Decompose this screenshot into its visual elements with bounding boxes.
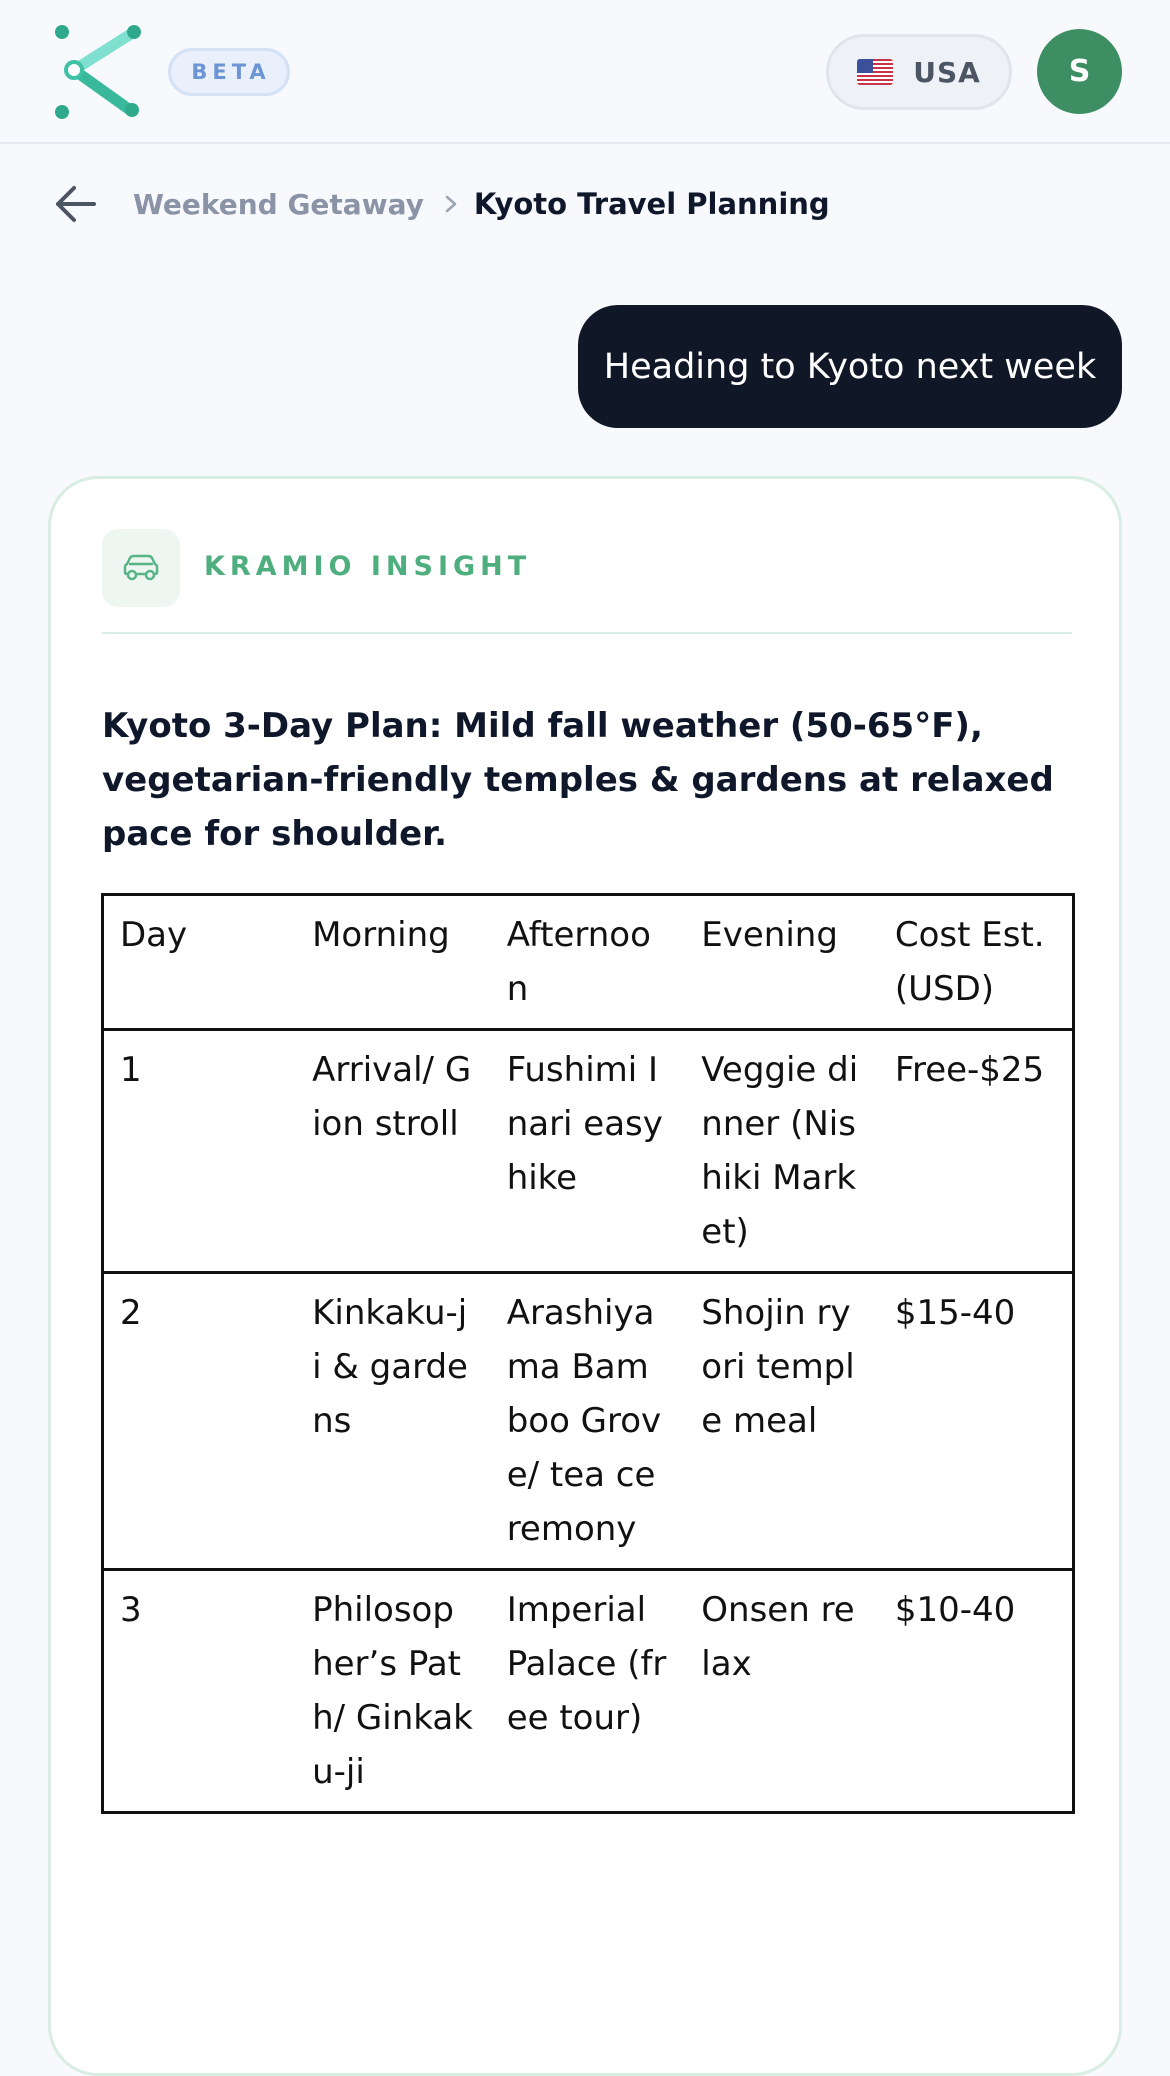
app-header (0, 0, 1170, 144)
table-cell: $15-40 (894, 1293, 1016, 1333)
column-header-afternoon: Afternoon (506, 915, 651, 1009)
table-cell: Arrival/ Gion stroll (312, 1050, 472, 1144)
breadcrumb (133, 184, 830, 224)
table-cell: 3 (120, 1590, 142, 1630)
country-selector[interactable] (826, 34, 1012, 110)
table-cell: Arashiyama Bamboo Grove/ tea ceremony (506, 1293, 662, 1549)
user-message-bubble: Heading to Kyoto next week (578, 305, 1122, 428)
breadcrumb-parent-link[interactable]: Weekend Getaway (133, 187, 424, 221)
insight-card (48, 476, 1122, 2076)
breadcrumb-current: Kyoto Travel Planning (473, 187, 830, 221)
table-cell: Free-$25 (894, 1050, 1045, 1090)
table-cell: 2 (120, 1293, 142, 1333)
table-row (103, 1273, 1074, 1570)
column-header-day: Day (120, 915, 188, 955)
insight-label: KRAMIO INSIGHT (204, 551, 532, 582)
chevron-right-icon (444, 194, 458, 214)
divider (102, 632, 1072, 634)
column-header-morning: Morning (312, 915, 450, 955)
table-cell: $10-40 (894, 1590, 1016, 1630)
plan-heading: Kyoto 3-Day Plan: Mild fall weather (50-65°F), vegetarian-friendly temples & gardens at relaxed pace for shoulder. (102, 706, 1054, 854)
column-header-cost: Cost Est. (USD) (894, 915, 1045, 1009)
table-row (103, 1570, 1074, 1813)
beta-badge: BETA (168, 48, 290, 96)
user-avatar[interactable]: S (1037, 29, 1122, 114)
column-header-evening: Evening (701, 915, 838, 955)
car-icon (102, 529, 180, 607)
table-cell: 1 (120, 1050, 142, 1090)
table-cell: Imperial Palace (free tour) (506, 1590, 667, 1738)
table-cell: Onsen relax (701, 1590, 855, 1684)
country-label: USA (913, 55, 981, 89)
itinerary-table (101, 893, 1075, 1814)
kramio-logo-icon[interactable] (52, 24, 144, 120)
table-row (103, 1030, 1074, 1273)
back-arrow-icon[interactable] (50, 180, 102, 228)
table-cell: Fushimi Inari easy hike (506, 1050, 663, 1198)
table-cell: Kinkaku-ji & gardens (312, 1293, 468, 1441)
table-cell: Shojin ryori temple meal (701, 1293, 855, 1441)
table-header-row (103, 895, 1074, 1030)
table-cell: Veggie dinner (Nishiki Market) (701, 1050, 859, 1252)
us-flag-icon (857, 59, 893, 85)
table-cell: Philosopher’s Path/ Ginkaku-ji (312, 1590, 473, 1792)
